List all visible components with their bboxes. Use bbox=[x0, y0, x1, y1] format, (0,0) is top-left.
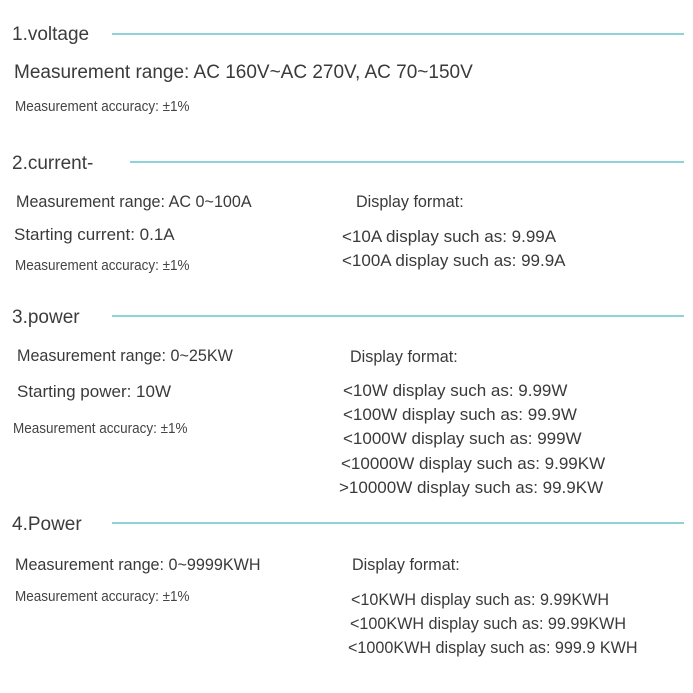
current-measurement-accuracy: Measurement accuracy: ±1% bbox=[15, 258, 190, 274]
power-display-item: <10W display such as: 9.99W bbox=[343, 381, 568, 400]
energy-display-item: <100KWH display such as: 99.99KWH bbox=[350, 614, 627, 633]
current-display-item: <10A display such as: 9.99A bbox=[342, 227, 557, 246]
power-display-item: <1000W display such as: 999W bbox=[343, 429, 582, 448]
voltage-measurement-range: Measurement range: AC 160V~AC 270V, AC 70~150V bbox=[14, 62, 473, 83]
power-display-format-title: Display format: bbox=[350, 347, 458, 366]
section-heading-energy: 4.Power bbox=[12, 514, 82, 535]
current-measurement-range: Measurement range: AC 0~100A bbox=[16, 192, 252, 211]
energy-measurement-range: Measurement range: 0~9999KWH bbox=[15, 555, 261, 574]
power-display-item: <10000W display such as: 9.99KW bbox=[341, 454, 606, 473]
section-heading-power: 3.power bbox=[12, 307, 80, 328]
current-starting-value: Starting current: 0.1A bbox=[14, 225, 175, 244]
current-display-format-title: Display format: bbox=[356, 192, 464, 211]
power-measurement-range: Measurement range: 0~25KW bbox=[17, 346, 233, 365]
energy-display-format-title: Display format: bbox=[352, 555, 460, 574]
power-measurement-accuracy: Measurement accuracy: ±1% bbox=[13, 421, 188, 437]
section-divider bbox=[112, 315, 684, 317]
energy-display-item: <1000KWH display such as: 999.9 KWH bbox=[348, 638, 638, 657]
voltage-measurement-accuracy: Measurement accuracy: ±1% bbox=[15, 99, 190, 115]
section-divider bbox=[112, 33, 684, 35]
section-heading-voltage: 1.voltage bbox=[12, 24, 90, 45]
current-display-item: <100A display such as: 99.9A bbox=[342, 251, 566, 270]
section-divider bbox=[130, 161, 684, 163]
energy-display-item: <10KWH display such as: 9.99KWH bbox=[351, 590, 610, 609]
section-heading-current: 2.current- bbox=[12, 153, 94, 174]
power-display-item: >10000W display such as: 99.9KW bbox=[339, 478, 604, 497]
section-divider bbox=[112, 522, 684, 524]
energy-measurement-accuracy: Measurement accuracy: ±1% bbox=[15, 589, 190, 605]
power-starting-value: Starting power: 10W bbox=[17, 382, 172, 401]
power-display-item: <100W display such as: 99.9W bbox=[343, 405, 577, 424]
